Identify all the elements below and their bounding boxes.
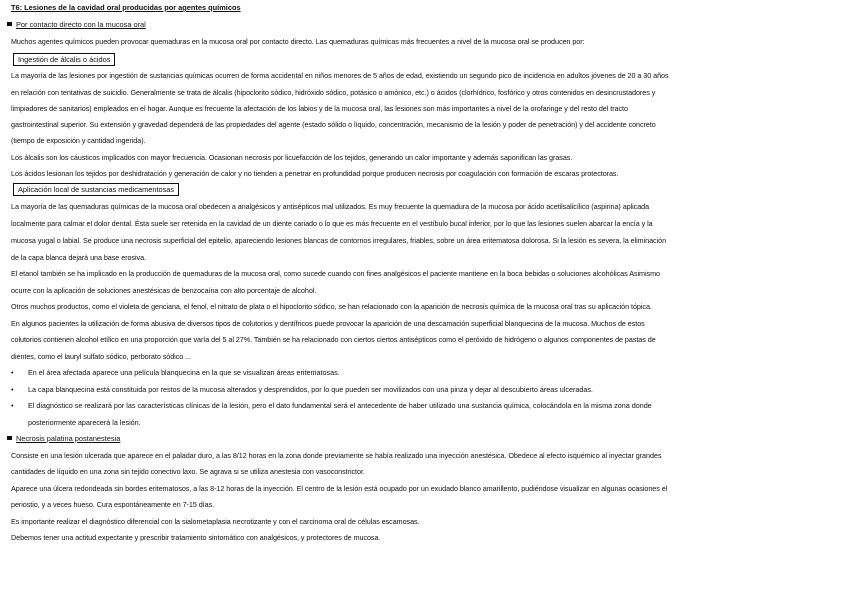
bullet-item: La capa blanquecina está constituida por restos de la mucosa alterados y desprendidos, por lo que pueden ser movilizados con una pinza y dejar al descubierto áreas ulceradas. <box>28 385 593 394</box>
section-heading-contacto <box>7 20 146 29</box>
paragraph-line: cantidades de líquido en una zona sin tejido conectivo laxo. Se agrava si se utiliza anestesia con vasoconstrictor. <box>11 467 365 476</box>
paragraph-line: (tiempo de exposición y cantidad ingerida). <box>11 136 146 145</box>
paragraph-line: El etanol también se ha implicado en la producción de quemaduras de la mucosa oral, como sucede cuando con fines analgésicos el paciente mantiene en la boca bebidas o soluciones alcohólicas Asimismo <box>11 269 660 278</box>
paragraph-line: dientes, como el lauryl sulfato sódico, perborato sódico ... <box>11 352 191 361</box>
paragraph-line: La mayoría de las quemaduras químicas de la mucosa oral obedecen a analgésicos y antisépticos mal utilizados. Es muy frecuente la quemadura de la mucosa por ácido acetilsalicílico (aspirina) aplicada <box>11 202 650 211</box>
paragraph-line: La mayoría de las lesiones por ingestión de sustancias químicas ocurren de forma accidental en niños menores de 5 años de edad, existiendo un segundo pico de incidencia en adultos jóvenes de 20 a 30 años <box>11 71 669 80</box>
bullet-item: En el área afectada aparece una película blanquecina en la que se visualizan áreas eritematosas. <box>28 368 340 377</box>
section-heading-text: Por contacto directo con la mucosa oral <box>16 20 146 29</box>
paragraph-line: en relación con tentativas de suicidio. Generalmente se trata de álcalis (hipoclorito sódico, hidróxido sódico, potásico o amónico, etc.) o ácidos (clorhídrico, fosfórico y otros contenidos en desincrustadores y <box>11 88 656 97</box>
paragraph-line: Debemos tener una actitud expectante y prescribir tratamiento sintomático con analgésicos, y protectores de mucosa. <box>11 533 381 542</box>
paragraph-line: mucosa yugal o labial. Se produce una necrosis superficial del epitelio, apareciendo lesiones blancas de contornos irregulares, friables, sobre un área eritematosa dolorosa. Si la lesión es severa, la eliminación <box>11 236 667 245</box>
subheading-ingestion: Ingestión de álcalis o ácidos <box>13 53 115 66</box>
paragraph-line: localmente para calmar el dolor dental. Ésta suele ser retenida en la cavidad de un diente cariado o lo que es más frecuente en el vestíbulo bucal inferior, por lo que las lesiones suelen abarcar la encía y la <box>11 219 653 228</box>
paragraph-line: Aparece una úlcera redondeada sin bordes eritematosos, a las 8-12 horas de la inyección. El centro de la lesión está ocupado por un exudado blanco amarillento, pudiéndose visualizar en algunas ocasiones el <box>11 484 668 493</box>
section-heading-necrosis <box>7 434 120 443</box>
document-title: T6: Lesiones de la cavidad oral producidas por agentes químicos <box>11 3 241 12</box>
paragraph-line: limpiadores de sanitarios) empleados en el hogar. Aunque es frecuente la afectación de los labios y de la mucosa oral, las lesiones son más importantes a nivel de la orofaringe y del resto del tracto <box>11 104 628 113</box>
paragraph-line: Consiste en una lesión ulcerada que aparece en el paladar duro, a las 8/12 horas en la zona donde previamente se había realizado una inyección anestésica. Obedece al efecto isquémico al inyectar grandes <box>11 451 662 460</box>
paragraph-line: Otros muchos productos, como el violeta de genciana, el fenol, el nitrato de plata o el hipoclorito sódico, se han relacionado con la aparición de necrosis química de la mucosa oral tras su aplicación tópica. <box>11 302 652 311</box>
bullet-dot-icon: • <box>11 385 14 394</box>
paragraph-line: periostio, y a veces hueso. Cura espontáneamente en 7-15 días. <box>11 500 215 509</box>
paragraph-line: ocurre con la aplicación de soluciones anestésicas de benzocaína con alto porcentaje de alcohol. <box>11 286 317 295</box>
section-heading-text: Necrosis palatina postanestesia <box>16 434 121 443</box>
paragraph-line: colutorios contienen alcohol etílico en una proporción que varía del 5 al 27%. También se ha relacionado con ciertos ciertos antisépticos como el peróxido de hidrógeno o algunos componentes de pastas de <box>11 335 656 344</box>
subheading-aplicacion: Aplicación local de sustancias medicamentosas <box>13 183 179 196</box>
square-bullet-icon <box>7 436 12 440</box>
paragraph-line: Muchos agentes químicos pueden provocar quemaduras en la mucosa oral por contacto directo. Las quemaduras químicas más frecuentes a nivel de la mucosa oral se producen por: <box>11 37 585 46</box>
bullet-dot-icon: • <box>11 401 14 410</box>
paragraph-line: Es importante realizar el diagnóstico diferencial con la sialometaplasia necrotizante y con el carcinoma oral de células escamosas. <box>11 517 420 526</box>
square-bullet-icon <box>7 22 12 26</box>
paragraph-line: Los álcalis son los cáusticos implicados con mayor frecuencia. Ocasionan necrosis por licuefacción de los tejidos, generando un calor importante y además saponifican las grasas. <box>11 153 573 162</box>
bullet-item-continuation: posteriormente aparecerá la lesión. <box>28 418 141 427</box>
paragraph-line: gastrointestinal superior. Su extensión y gravedad dependerá de las propiedades del agente (estado sólido o líquido, concentración, mecanismo de la lesión y poder de penetración) y del accidente concreto <box>11 120 656 129</box>
bullet-dot-icon: • <box>11 368 14 377</box>
bullet-item: El diagnóstico se realizará por las características clínicas de la lesión, pero el dato fundamental será el antecedente de haber utilizado una sustancia química, colocándola en la misma zona donde <box>28 401 652 410</box>
paragraph-line: En algunos pacientes la utilización de forma abusiva de diversos tipos de colutorios y dentífricos puede provocar la aparición de una descamación superficial blanquecina de la mucosa. Muchos de estos <box>11 319 645 328</box>
paragraph-line: Los ácidos lesionan los tejidos por deshidratación y generación de calor y no tienden a penetrar en profundidad porque producen necrosis por coagulación con formación de escaras protectoras. <box>11 169 619 178</box>
paragraph-line: de la capa blanca dejará una base erosiva. <box>11 253 146 262</box>
